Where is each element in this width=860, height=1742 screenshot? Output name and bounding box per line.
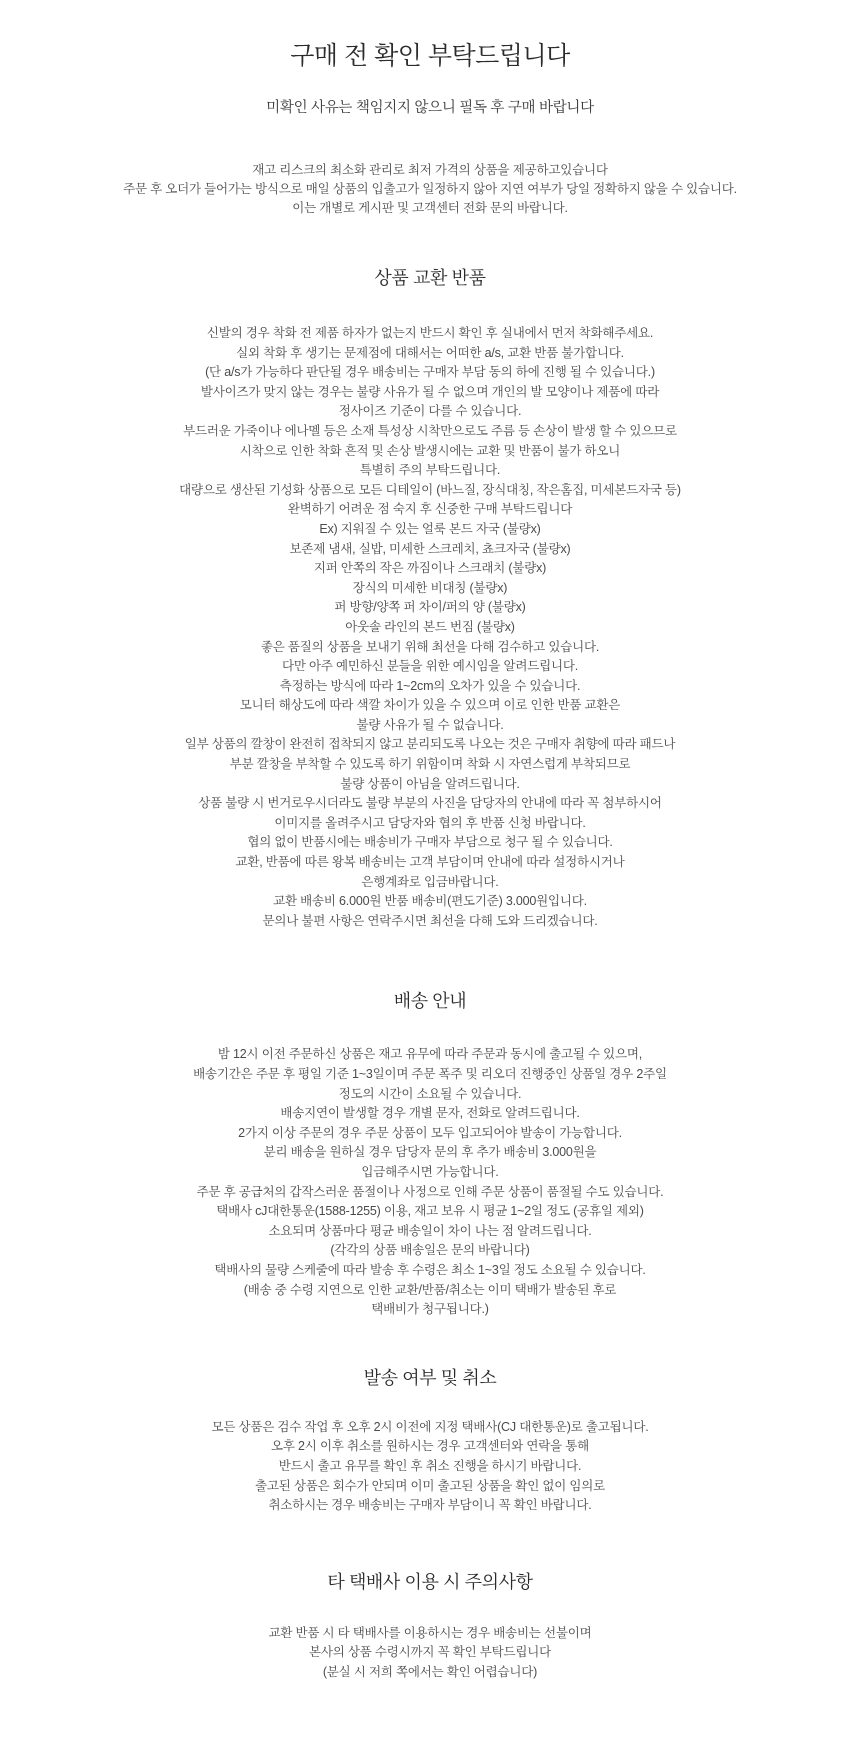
section-heading-other-courier: 타 택배사 이용 시 주의사항 [327,1571,533,1592]
section-body-dispatch-cancel: 모든 상품은 검수 작업 후 오후 2시 이전에 지정 택배사(CJ 대한통운)로 출고됩니다. 오후 2시 이후 취소를 원하시는 경우 고객센터와 연락을 통해 반드시 출고 유무를 확인 후 취소 진행을 하시기 바랍니다. 출고된 상품은 회수가 안되며 이미 출고된 상품을 확인 없이 임의로 취소하시는 경우 배송비는 구매자 부담이니 꼭 확인 바랍니다. [211,1419,649,1513]
section-shipping-info [0,931,860,1319]
page-title: 구매 전 확인 부탁드립니다 [290,42,570,70]
section-other-courier [0,1516,860,1683]
section-body-other-courier: 교환 반품 시 타 택배사를 이용하시는 경우 배송비는 선불이며 본사의 상품 수령시까지 꼭 확인 부탁드립니다 (분실 시 저희 쪽에서는 확인 어렵습니다) [268,1625,592,1679]
page-subtitle: 미확인 사유는 책임지지 않으니 필독 후 구매 바랍니다 [266,100,594,116]
section-exchange-return [0,218,860,931]
section-body-exchange-return: 신발의 경우 착화 전 제품 하자가 없는지 반드시 확인 후 실내에서 먼저 착화해주세요. 실외 착화 후 생기는 문제점에 대해서는 어떠한 a/s, 교환 반품 불가합니다. (단 a/s가 가능하다 판단될 경우 배송비는 구매자 부담 동의 하에 진행 될 수 있습니다.) 발사이즈가 맞지 않는 경우는 불량 사유가 될 수 없으며 개인의 발 모양이나 제품에 따라 정사이즈 기준이 다를 수 있습니다. 부드러운 가죽이나 에나멜 등은 소재 특성상 시착만으로도 주름 등 손상이 발생 할 수 있으므로 시착으로 인한 착화 흔적 및 손상 발생시에는 교환 및 반품이 불가 하오니 특별히 주의 부탁드립니다. 대량으로 생산된 기성화 상품으로 모든 디테일이 (바느질, 장식대칭, 작은홈집, 미세본드자국 등) 완벽하기 어려운 점 숙지 후 신중한 구매 부탁드립니다 Ex) 지워질 수 있는 얼룩 본드 자국 (불량x) 보존제 냄새, 실밥, 미세한 스크레치, 쵸크자국 (불량x) 지퍼 안쪽의 작은 까짐이나 스크래치 (불량x) 장식의 미세한 비대칭 (불량x) 퍼 방향/양쪽 퍼 차이/퍼의 양 (불량x) 아웃솔 라인의 본드 번짐 (불량x) 좋은 품질의 상품을 보내기 위해 최선을 다해 검수하고 있습니다. 다만 아주 예민하신 분들을 위한 예시임을 알려드립니다. 측정하는 방식에 따라 1~2cm의 오차가 있을 수 있습니다. 모니터 해상도에 따라 색깔 차이가 있을 수 있으며 이로 인한 반품 교환은 불량 사유가 될 수 없습니다. 일부 상품의 깔창이 완전히 접착되지 않고 분리되도록 나오는 것은 구매자 취향에 따라 패드나 부분 깔창을 부착할 수 있도록 하기 위함이며 착화 시 자연스럽게 부착되므로 불량 상품이 아님을 알려드립니다. 상품 불량 시 번거로우시더라도 불량 부분의 사진을 담당자의 안내에 따라 꼭 첨부하시어 이미지를 올려주시고 담당자와 협의 후 반품 신청 바랍니다. 협의 없이 반품시에는 배송비가 구매자 부담으로 청구 될 수 있습니다. 교환, 반품에 따른 왕복 배송비는 고객 부담이며 안내에 따라 설정하시거나 은행계좌로 입금바랍니다. 교환 배송비 6.000원 반품 배송비(편도기준) 3.000원입니다. 문의나 불편 사항은 연락주시면 최선을 다해 도와 드리겠습니다. [179,326,681,928]
section-heading-shipping-info: 배송 안내 [393,991,467,1012]
section-body-shipping-info: 밤 12시 이전 주문하신 상품은 재고 유무에 따라 주문과 동시에 출고될 수 있으며, 배송기간은 주문 후 평일 기준 1~3일이며 주문 폭주 및 리오더 진행중인 상품일 경우 2주일 정도의 시간이 소요될 수 있습니다. 배송지연이 발생할 경우 개별 문자, 전화로 알려드립니다. 2가지 이상 주문의 경우 주문 상품이 모두 입고되어야 발송이 가능합니다. 분리 배송을 원하실 경우 담당자 문의 후 추가 배송비 3.000원을 입금해주시면 가능합니다. 주문 후 공급처의 갑작스러운 품절이나 사정으로 인해 주문 상품이 품절될 수도 있습니다. 택배사 cJ대한통운(1588-1255) 이용, 재고 보유 시 평균 1~2일 정도 (공휴일 제외) 소요되며 상품마다 평균 배송일이 차이 나는 점 알려드립니다. (각각의 상품 배송일은 문의 바랍니다) 택배사의 물량 스케줄에 따라 발송 후 수령은 최소 1~3일 정도 소요될 수 있습니다. (배송 중 수령 지연으로 인한 교환/반품/취소는 이미 택배가 발송된 후로 택배비가 청구됩니다.) [193,1047,667,1317]
section-dispatch-cancel [0,1320,860,1516]
intro-paragraph: 재고 리스크의 최소화 관리로 최저 가격의 상품을 제공하고있습니다 주문 후 오더가 들어가는 방식으로 매일 상품의 입출고가 일정하지 않아 지연 여부가 당일 정확하지 않을 수 있습니다. 이는 개별로 게시판 및 고객센터 전화 문의 바랍니다. [123,163,737,215]
section-heading-exchange-return: 상품 교환 반품 [374,268,486,288]
bottom-spacer [0,1682,860,1742]
section-heading-dispatch-cancel: 발송 여부 및 취소 [363,1367,497,1388]
